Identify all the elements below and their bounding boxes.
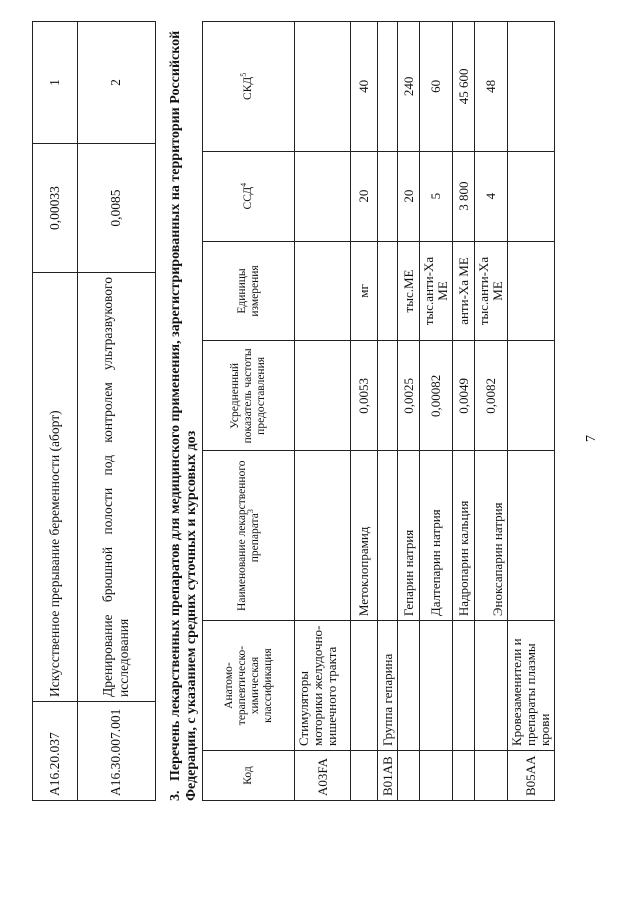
drug-skd bbox=[508, 22, 555, 152]
drug-atc bbox=[475, 621, 508, 751]
drug-table bbox=[202, 21, 555, 801]
page-number: 7 bbox=[584, 435, 599, 442]
drug-code bbox=[351, 751, 378, 801]
drug-ssd: 3 800 bbox=[453, 151, 475, 241]
drug-code bbox=[398, 751, 420, 801]
drug-atc: Кровезаменители и препараты плазмы крови bbox=[508, 621, 555, 751]
drug-frequency: 0,0082 bbox=[475, 341, 508, 451]
drug-code bbox=[453, 751, 475, 801]
drug-units bbox=[295, 241, 351, 341]
drug-ssd bbox=[295, 151, 351, 241]
drug-name: Метоклопрамид bbox=[351, 451, 378, 621]
header-drug-name: Наименование лекарственного препарата$^3$ bbox=[203, 451, 295, 621]
drug-ssd: 20 bbox=[351, 151, 378, 241]
drug-atc bbox=[453, 621, 475, 751]
drug-units: тыс.анти-Ха МЕ bbox=[475, 241, 508, 341]
table-row bbox=[378, 22, 398, 801]
procedure-multiplicity: 1 bbox=[33, 22, 78, 144]
drug-name bbox=[295, 451, 351, 621]
drug-units: анти-Ха МЕ bbox=[453, 241, 475, 341]
drug-atc: Группа гепарина bbox=[378, 621, 398, 751]
procedure-code: A16.20.037 bbox=[33, 702, 78, 801]
drug-frequency bbox=[378, 341, 398, 451]
drug-name bbox=[508, 451, 555, 621]
drug-name: Далтепарин натрия bbox=[420, 451, 453, 621]
procedure-code: A16.30.007.001 bbox=[77, 702, 155, 801]
section-number: 3. bbox=[168, 790, 183, 801]
procedure-frequency: 0,0085 bbox=[77, 144, 155, 273]
header-atc: Анатомо-терапевтическо-химическая классификация bbox=[203, 621, 295, 751]
drug-frequency bbox=[508, 341, 555, 451]
procedures-table bbox=[32, 21, 156, 801]
header-units: Единицы измерения bbox=[203, 241, 295, 341]
drug-skd bbox=[378, 22, 398, 152]
table-row bbox=[475, 22, 508, 801]
drug-frequency: 0,0049 bbox=[453, 341, 475, 451]
drug-code bbox=[475, 751, 508, 801]
drug-ssd: 5 bbox=[420, 151, 453, 241]
section-title: Перечень лекарственных препаратов для медицинского применения, зарегистрированных на территории Российской Федерации, с указанием средних суточных и курсовых доз bbox=[168, 30, 199, 801]
drug-skd: 240 bbox=[398, 22, 420, 152]
drug-code: A03FA bbox=[295, 751, 351, 801]
drug-ssd: 4 bbox=[475, 151, 508, 241]
drug-frequency: 0,00082 bbox=[420, 341, 453, 451]
drug-atc bbox=[398, 621, 420, 751]
table-row bbox=[508, 22, 555, 801]
drug-ssd bbox=[508, 151, 555, 241]
header-code: Код bbox=[203, 751, 295, 801]
drug-code: B05AA bbox=[508, 751, 555, 801]
table-row bbox=[398, 22, 420, 801]
drug-units bbox=[378, 241, 398, 341]
drug-frequency: 0,0025 bbox=[398, 341, 420, 451]
drug-code: B01AB bbox=[378, 751, 398, 801]
drug-name: Надропарин кальция bbox=[453, 451, 475, 621]
drug-skd: 60 bbox=[420, 22, 453, 152]
section-heading bbox=[168, 21, 200, 801]
drug-ssd bbox=[378, 151, 398, 241]
header-frequency: Усредненный показатель частоты предоставления bbox=[203, 341, 295, 451]
drug-units bbox=[508, 241, 555, 341]
table-row bbox=[33, 22, 78, 801]
table-row bbox=[295, 22, 351, 801]
drug-atc bbox=[420, 621, 453, 751]
drug-skd bbox=[295, 22, 351, 152]
procedure-name: Дренирование брюшной полости под контролем ультразвукового исследования bbox=[77, 273, 155, 702]
procedure-frequency: 0,00033 bbox=[33, 144, 78, 273]
procedure-name: Искусственное прерывание беременности (аборт) bbox=[33, 273, 78, 702]
drug-units: тыс.анти-Ха МЕ bbox=[420, 241, 453, 341]
drug-units: тыс.МЕ bbox=[398, 241, 420, 341]
table-header-row bbox=[203, 22, 295, 801]
drug-units: мг bbox=[351, 241, 378, 341]
drug-atc: Стимуляторы моторики желудочно-кишечного тракта bbox=[295, 621, 351, 751]
drug-frequency: 0,0053 bbox=[351, 341, 378, 451]
drug-skd: 45 600 bbox=[453, 22, 475, 152]
procedure-multiplicity: 2 bbox=[77, 22, 155, 144]
drug-atc bbox=[351, 621, 378, 751]
drug-name bbox=[378, 451, 398, 621]
table-row bbox=[77, 22, 155, 801]
drug-name: Эноксапарин натрия bbox=[475, 451, 508, 621]
drug-skd: 48 bbox=[475, 22, 508, 152]
drug-ssd: 20 bbox=[398, 151, 420, 241]
table-row bbox=[351, 22, 378, 801]
table-row bbox=[453, 22, 475, 801]
drug-frequency bbox=[295, 341, 351, 451]
drug-skd: 40 bbox=[351, 22, 378, 152]
table-row bbox=[420, 22, 453, 801]
drug-code bbox=[420, 751, 453, 801]
header-ssd: ССД$^4$ bbox=[203, 151, 295, 241]
header-skd: СКД$^5$ bbox=[203, 22, 295, 152]
drug-name: Гепарин натрия bbox=[398, 451, 420, 621]
